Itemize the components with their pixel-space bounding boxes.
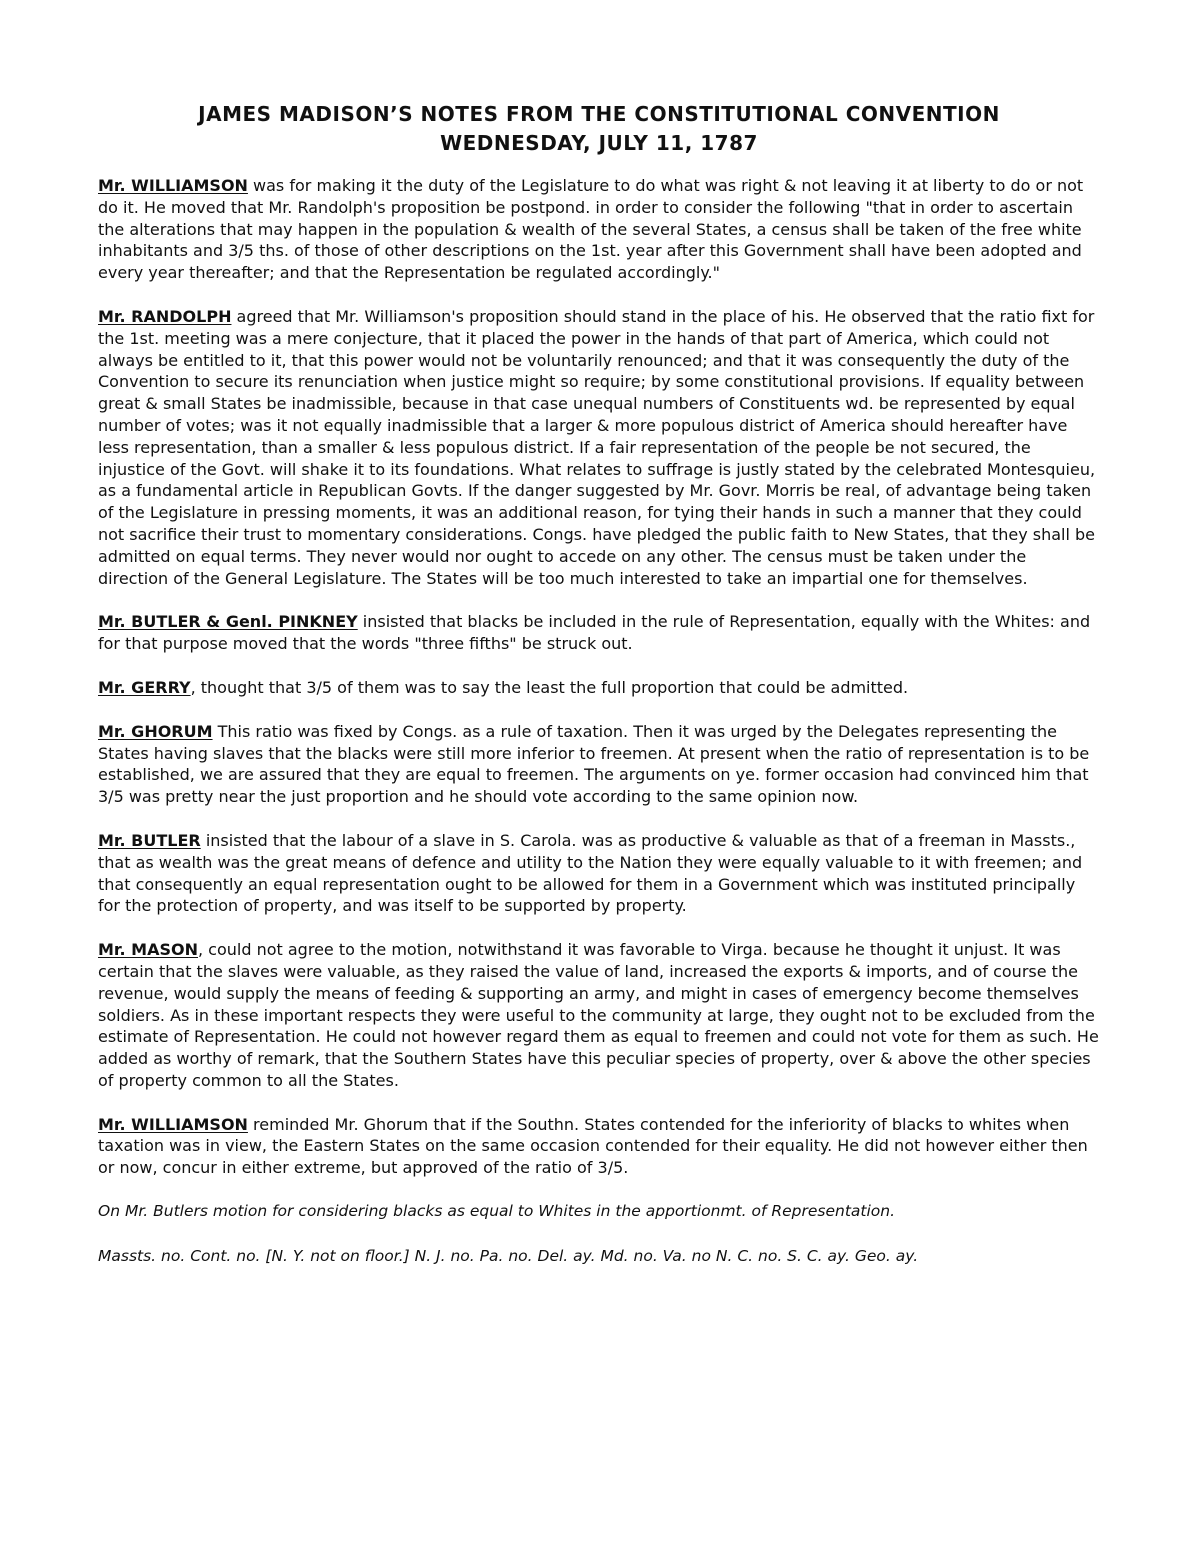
paragraph-text: reminded Mr. Ghorum that if the Southn. States contended for the inferiority of blacks to whites when taxation was in view, the Eastern States on the same occasion contended for their equality. He did not however either then or now, concur in either extreme, but approved of the ratio of 3/5. — [98, 1114, 1088, 1178]
paragraph-ghorum — [98, 721, 1100, 808]
paragraph-randolph — [98, 306, 1100, 589]
document-page — [98, 100, 1100, 1291]
paragraph-text: This ratio was fixed by Congs. as a rule of taxation. Then it was urged by the Delegates representing the States having slaves that the blacks were still more inferior to freemen. At present when the ratio of representation is to be established, we are assured that they are equal to freemen. The arguments on ye. former occasion had convinced him that 3/5 was pretty near the just proportion and he should vote according to the same opinion now. — [98, 721, 1090, 807]
document-title — [98, 100, 1100, 158]
speaker-name: Mr. BUTLER — [98, 830, 201, 850]
speaker-name: Mr. RANDOLPH — [98, 306, 232, 326]
paragraph-butler — [98, 830, 1100, 917]
paragraph-text: agreed that Mr. Williamson's proposition should stand in the place of his. He observed that the ratio fixt for the 1st. meeting was a mere conjecture, that it placed the power in the hands of that part of America, which could not always be entitled to it, that this power would not be voluntarily renounced; and that it was consequently the duty of the Convention to secure its renunciation when justice might so require; by some constitutional provisions. If equality between great & small States be inadmissible, because in that case unequal numbers of Constituents wd. be represented by equal number of votes; was it not equally inadmissible that a larger & more populous district of America should hereafter have less representation, than a smaller & less populous district. If a fair representation of the people be not secured, the injustice of the Govt. will shake it to its foundations. What relates to suffrage is justly stated by the celebrated Montesquieu, as a fundamental article in Republican Govts. If the danger suggested by Mr. Govr. Morris be real, of advantage being taken of the Legislature in pressing moments, it was an additional reason, for tying their hands in such a manner that they could not sacrifice their trust to momentary considerations. Congs. have pledged the public faith to New States, that they shall be admitted on equal terms. They never would nor ought to accede on any other. The census must be taken under the direction of the General Legislature. The States will be too much interested to take an impartial one for themselves. — [98, 306, 1096, 588]
paragraph-text: , could not agree to the motion, notwithstand it was favorable to Virga. because he thought it unjust. It was certain that the slaves were valuable, as they raised the value of land, increased the exports & imports, and of course the revenue, would supply the means of feeding & supporting an army, and might in cases of emergency become themselves soldiers. As in these important respects they were useful to the community at large, they ought not to be excluded from the estimate of Representation. He could not however regard them as equal to freemen and could not vote for them as such. He added as worthy of remark, that the Southern States have this peculiar species of property, over & above the other species of property common to all the States. — [98, 940, 1099, 1090]
speaker-name: Mr. GERRY — [98, 677, 191, 697]
paragraph-butler-pinkney — [98, 611, 1100, 655]
paragraph-text: insisted that the labour of a slave in S. Carola. was as productive & valuable as that of a freeman in Massts., that as wealth was the great means of defence and utility to the Nation they were equally valuable to it with freemen; and that consequently an equal representation ought to be allowed for them in a Government which was instituted principally for the protection of property, and was itself to be supported by property. — [98, 830, 1083, 916]
paragraph-williamson-2 — [98, 1114, 1100, 1179]
speaker-name: Mr. WILLIAMSON — [98, 176, 248, 195]
paragraph-mason — [98, 939, 1100, 1092]
title-line-1: JAMES MADISON’S NOTES FROM THE CONSTITUTIONAL CONVENTION — [198, 102, 1000, 126]
speaker-name: Mr. GHORUM — [98, 721, 213, 741]
vote-record: Massts. no. Cont. no. [N. Y. not on floor.] N. J. no. Pa. no. Del. ay. Md. no. Va. no N. C. no. S. C. ay. Geo. ay. — [98, 1247, 919, 1266]
speaker-name: Mr. BUTLER & Genl. PINKNEY — [98, 612, 358, 632]
paragraph-text: was for making it the duty of the Legislature to do what was right & not leaving it at liberty to do or not do it. He moved that Mr. Randolph's proposition be postpond. in order to consider the following "that in order to ascertain the alterations that may happen in the population & wealth of the several States, a census shall be taken of the free white inhabitants and 3/5 ths. of those of other descriptions on the 1st. year after this Government shall have been adopted and every year thereafter; and that the Representation be regulated accordingly." — [98, 176, 1084, 283]
motion-note: On Mr. Butlers motion for considering blacks as equal to Whites in the apportionmt. of Representation. — [98, 1202, 896, 1221]
speaker-name: Mr. MASON — [98, 940, 198, 960]
speaker-name: Mr. WILLIAMSON — [98, 1114, 248, 1134]
paragraph-gerry — [98, 677, 1100, 699]
title-line-2: WEDNESDAY, JULY 11, 1787 — [440, 131, 758, 155]
paragraph-williamson-1 — [98, 175, 1100, 284]
paragraph-text: insisted that blacks be included in the rule of Representation, equally with the Whites: and for that purpose moved that the words "three fifths" be struck out. — [98, 612, 1091, 654]
paragraph-text: , thought that 3/5 of them was to say the least the full proportion that could be admitted. — [190, 677, 909, 697]
